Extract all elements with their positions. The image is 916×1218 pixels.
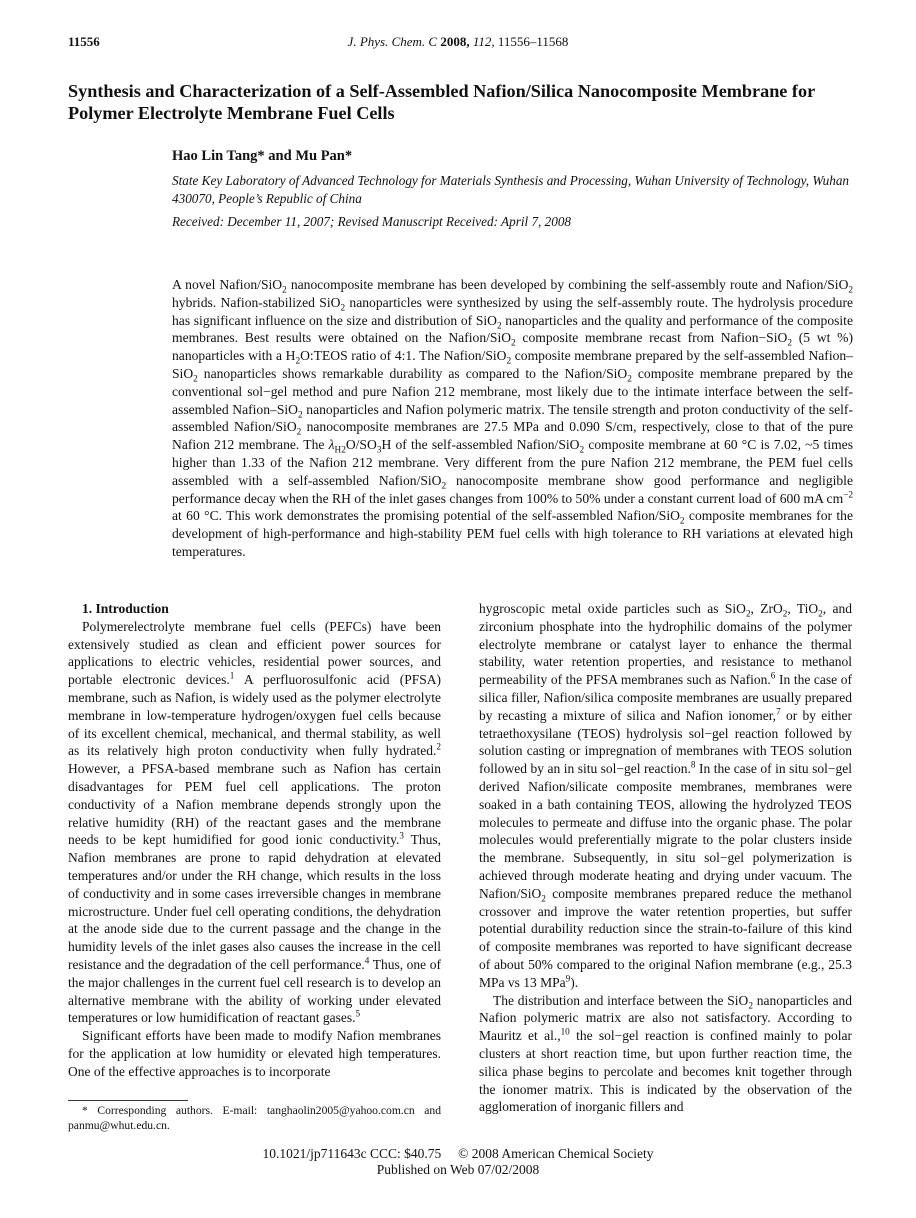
journal-name: J. Phys. Chem. C [347,34,438,49]
authors: Hao Lin Tang* and Mu Pan* [172,148,353,164]
journal-volume: 112, [472,34,495,49]
journal-year: 2008, [440,34,470,49]
journal-pages: 11556–11568 [497,34,569,49]
intro-paragraph-3: The distribution and interface between the SiO$_2$ nanoparticles and Nafion polymeric matrix are also not satisfactory. According to Mauritz et al.,$^{10}$ the sol−gel reaction is confined mainly to polar clusters at short reaction time, but upon further reaction time, the silica phase begins to percolate and becomes knit together through the ionomer matrix. This is indicated by the observation of the agglomeration of inorganic fillers and [479,992,852,1115]
intro-paragraph-2-continued: hygroscopic metal oxide particles such as SiO$_2$, ZrO$_2$, TiO$_2$, and zirconium phosphate into the hydrophilic domains of the polymer electrolyte membrane or catalyst layer to enhance the thermal stability, water retention properties, and resistance to methanol permeability of the PFSA membranes such as Nafion.$^6$ In the case of silica filler, Nafion/silica composite membranes are usually prepared by recasting a mixture of silica and Nafion ionomer,$^7$ or by either tetraethoxysilane (TEOS) hydrolysis sol−gel reaction followed by solution casting or impregnation of membranes with TEOS solution followed by an in situ sol−gel reaction.$^8$ In the case of in situ sol−gel derived Nafion/silicate composite membranes, membranes were soaked in a bath containing TEOS, allowing the hydrolyzed TEOS molecules to permeate and diffuse into the organic phase. The polar molecules would preferentially migrate to the polar clusters inside the membrane. Subsequently, in situ sol−gel polymerization is achieved through moderate heating and drying under vacuum. The Nafion/SiO$_2$ composite membranes prepared reduce the methanol crossover and improve the water retention properties, but suffer potential durability reduction since the strain-to-failure of this kind of composite membranes was reported to have significant decrease of about 50% compared to the original Nafion membrane (e.g., 25.3 MPa vs 13 MPa$^9$). [479,601,852,990]
affiliation: State Key Laboratory of Advanced Technology for Materials Synthesis and Processing, Wuhan University of Technology, Wuhan 430070, People’s Republic of China [172,173,850,206]
corresponding-author-footnote: * Corresponding authors. E-mail: tanghaolin2005@yahoo.com.cn and panmu@whut.edu.cn. [68,1104,441,1132]
abstract: A novel Nafion/SiO$_2$ nanocomposite membrane has been developed by combining the self-assembly route and Nafion/SiO$_2$ hybrids. Nafion-stabilized SiO$_2$ nanoparticles were synthesized by using the self-assembly route. The hydrolysis procedure has significant influence on the size and distribution of SiO$_2$ nanoparticles and the quality and performance of the composite membranes. Best results were obtained on the Nafion/SiO$_2$ composite membrane recast from Nafion−SiO$_2$ (5 wt %) nanoparticles with a $H_2O:TEOS$ ratio of 4:1. The Nafion/SiO$_2$ composite membrane prepared by the self-assembled Nafion–SiO$_2$ nanoparticles shows remarkable durability as compared to the Nafion/SiO$_2$ composite membrane prepared by the conventional sol−gel method and pure Nafion 212 membrane, most likely due to the intimate interface between the self-assembled Nafion–SiO$_2$ nanoparticles and Nafion polymeric matrix. The tensile strength and proton conductivity of the self-assembled Nafion/SiO$_2$ nanocomposite membranes are 27.5 MPa and 0.090 S/cm, respectively, close to that of the pure Nafion 212 membrane. The $\lambda_{H2}O/SO_3H$ of the self-assembled Nafion/SiO$_2$ composite membrane at 60 °C is 7.02, ~5 times higher than 1.33 of the Nafion 212 membrane. Very different from the pure Nafion 212 membrane, the PEM fuel cells assembled with a self-assembled Nafion/SiO$_2$ nanocomposite membrane show good performance and negligible performance decay when the RH of the inlet gases changes from 100% to 50% under a constant current load of 600 mA $cm^{-2}$ at 60 °C. This work demonstrates the promising potential of the self-assembled Nafion/SiO$_2$ composite membranes for the development of high-performance and high-stability PEM fuel cells with high tolerance to RH variations at elevated high temperatures. [172,277,854,559]
intro-paragraph-1: Polymerelectrolyte membrane fuel cells (PEFCs) have been extensively studied as clean and efficient power sources for applications to electric vehicles, residential power sources, and portable electronic devices.$^1$ A perfluorosulfonic acid (PFSA) membrane, such as Nafion, is widely used as the polymer electrolyte membrane in low-temperature hydrogen/oxygen fuel cells because of its excellent chemical, mechanical, and thermal stability, as well as its relatively high proton conductivity when fully hydrated.$^2$ However, a PFSA-based membrane such as Nafion has certain disadvantages for PEM fuel cell applications. The proton conductivity of a Nafion membrane depends strongly upon the relative humidity (RH) of the reactant gases and the membrane needs to be kept humidified for good ionic conductivity.$^3$ Thus, Nafion membranes are prone to rapid dehydration at elevated temperatures and/or under the RH change, which results in the loss of conductivity and in some cases irreversible changes in membrane microstructure. Under fuel cell operating conditions, the dehydration at the anode side due to the current passage and the change in the humidity levels of the inlet gases also causes the increase in the cell resistance and the degradation of the cell performance.$^4$ Thus, one of the major challenges in the current fuel cell research is to develop an alternative membrane with the ability of working under elevated temperatures or low humidification of reactant gases.$^5$ [68,618,441,1026]
received-dates: Received: December 11, 2007; Revised Manuscript Received: April 7, 2008 [172,214,572,229]
footnote-rule [68,1100,188,1101]
paper-title: Synthesis and Characterization of a Self-Assembled Nafion/Silica Nanocomposite Membrane for Polymer Electrolyte Membrane Fuel Cells [68,81,815,123]
footer-published-date: Published on Web 07/02/2008 [376,1162,540,1177]
page-number: 11556 [68,34,100,49]
right-column [479,600,852,1116]
intro-paragraph-2: Significant efforts have been made to modify Nafion membranes for the application at low humidity or elevated high temperatures. One of the effective approaches is to incorporate [68,1028,441,1079]
running-header [68,34,848,52]
section-heading: 1. Introduction [82,601,169,616]
left-column [68,600,441,1081]
footer-doi-copyright: 10.1021/jp711643c CCC: $40.75 © 2008 American Chemical Society [262,1146,654,1161]
journal-citation [68,34,848,50]
